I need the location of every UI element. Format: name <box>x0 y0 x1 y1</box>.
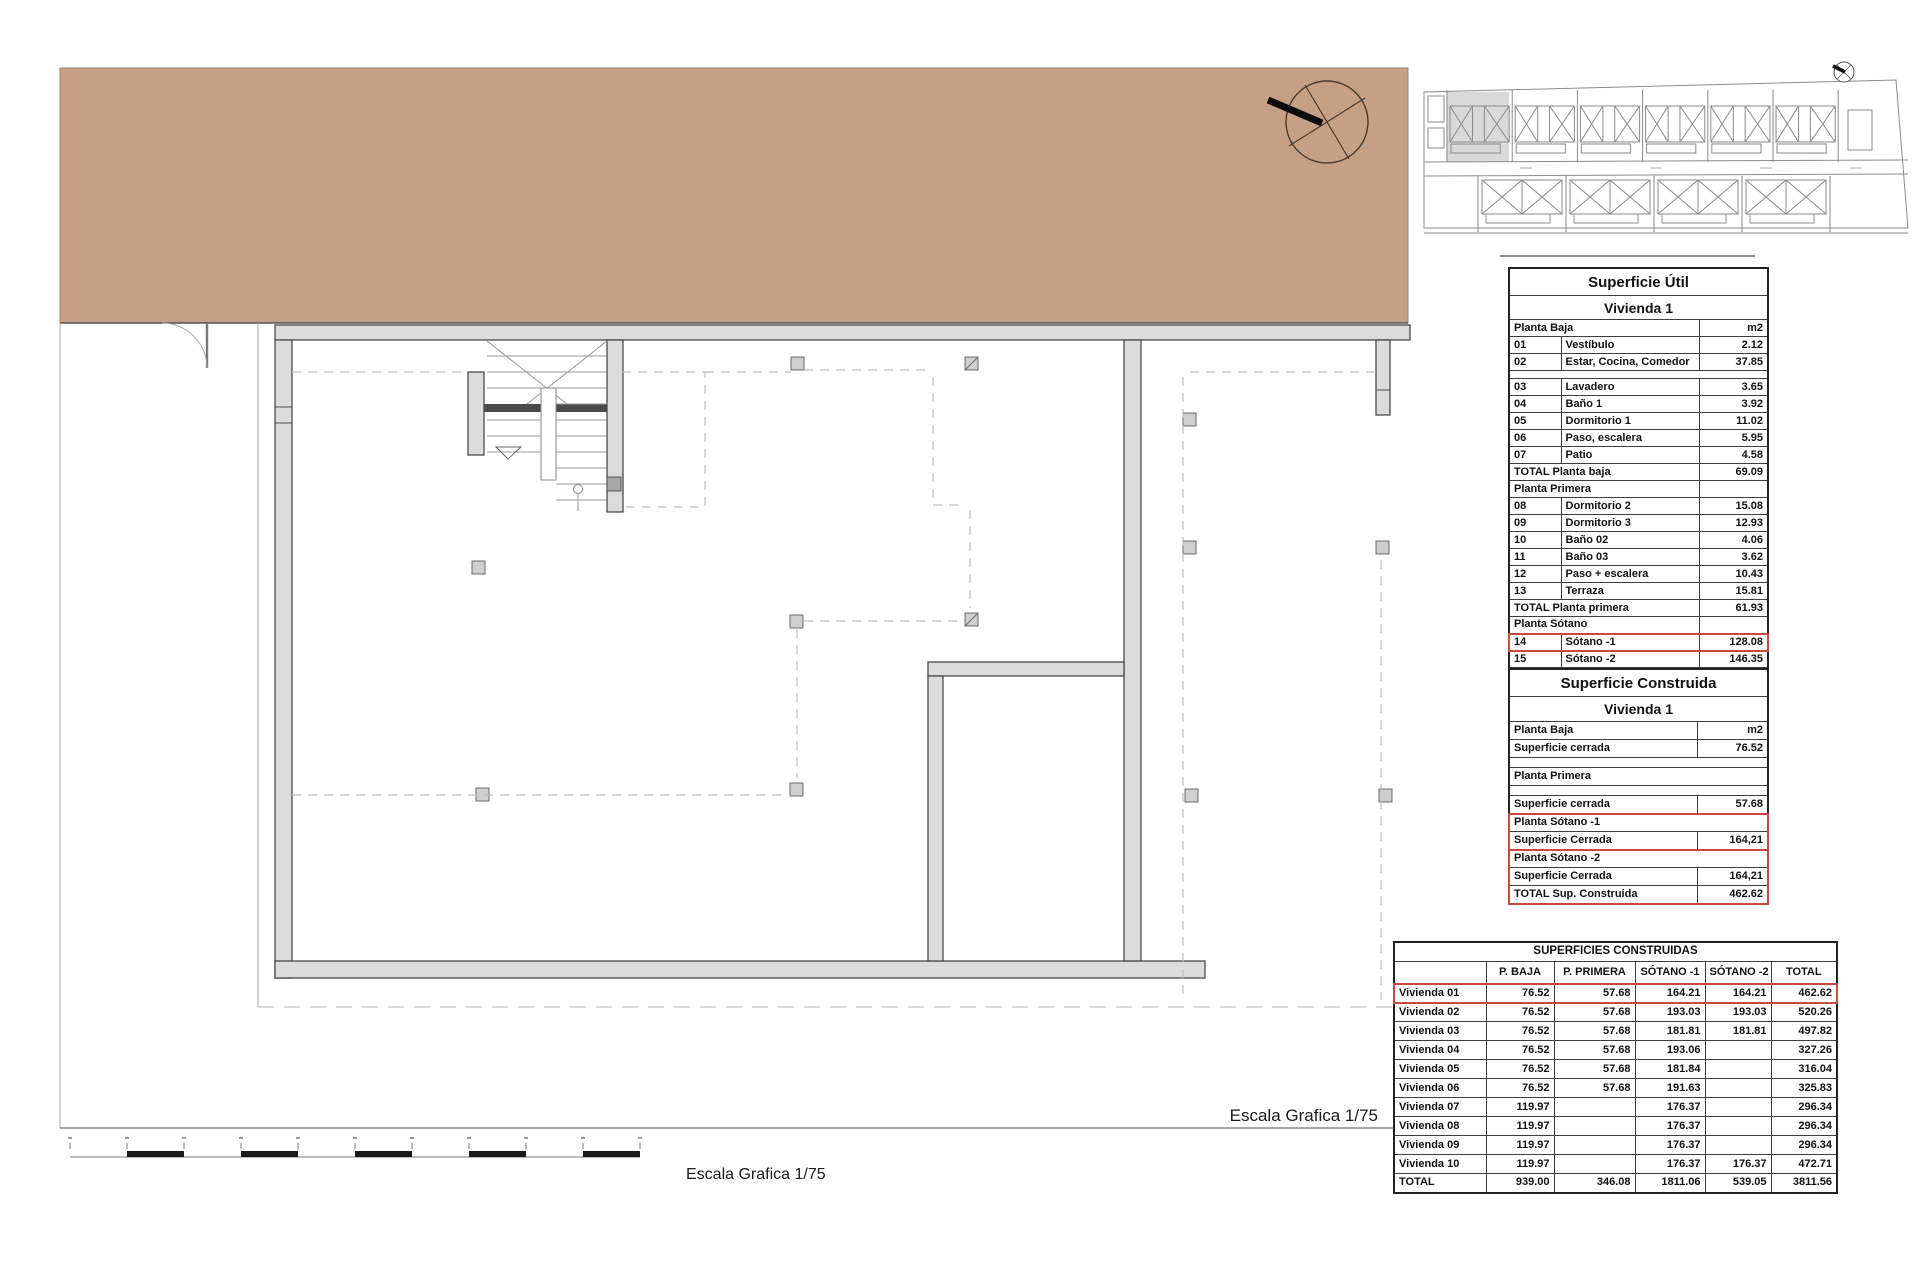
table-row: 11 Baño 03 3.62 <box>1509 549 1768 566</box>
table-row: 12 Paso + escalera 10.43 <box>1509 566 1768 583</box>
table-row: Planta Sótano -2 <box>1509 850 1768 868</box>
table-row: 02 Estar, Cocina, Comedor 37.85 <box>1509 354 1768 371</box>
table-subtitle: Vivienda 1 <box>1509 697 1768 722</box>
table-title: Superficie Útil <box>1509 268 1768 296</box>
upper-floor-projection <box>258 370 1408 1007</box>
site-plan <box>1424 62 1908 256</box>
table-row: Vivienda 10 119.97 176.37 176.37 472.71 <box>1394 1155 1837 1174</box>
table-row: 01 Vestíbulo 2.12 <box>1509 337 1768 354</box>
table-row: Planta Sótano <box>1509 617 1768 634</box>
table-row: TOTAL 939.00 346.08 1811.06 539.05 3811.56 <box>1394 1174 1837 1193</box>
table-row: TOTAL Planta primera 61.93 <box>1509 600 1768 617</box>
table-row: Vivienda 03 76.52 57.68 181.81 181.81 497.82 <box>1394 1022 1837 1041</box>
staircase <box>468 340 623 512</box>
table-row: 07 Patio 4.58 <box>1509 447 1768 464</box>
superficies-construidas-table <box>1393 941 1838 1194</box>
table-title: SUPERFICIES CONSTRUIDAS <box>1394 942 1837 961</box>
table-row: Vivienda 02 76.52 57.68 193.03 193.03 520.26 <box>1394 1003 1837 1022</box>
table-row: Superficie Cerrada 164,21 <box>1509 832 1768 850</box>
table-row: Vivienda 06 76.52 57.68 191.63 325.83 <box>1394 1079 1837 1098</box>
table-row: TOTAL Planta baja 69.09 <box>1509 464 1768 481</box>
table-row <box>1509 786 1768 796</box>
table-row: Superficie cerrada 76.52 <box>1509 740 1768 758</box>
table-row: Planta Primera <box>1509 768 1768 786</box>
scale-label-bottom: Escala Grafica 1/75 <box>686 1166 826 1183</box>
superficie-util-table <box>1508 267 1769 686</box>
stair-stringer <box>541 388 556 480</box>
table-row: Vivienda 05 76.52 57.68 181.84 316.04 <box>1394 1060 1837 1079</box>
table-row: Planta Baja m2 <box>1509 722 1768 740</box>
table-title: Superficie Construida <box>1509 669 1768 697</box>
table-row: 05 Dormitorio 1 11.02 <box>1509 413 1768 430</box>
table-row: Vivienda 01 76.52 57.68 164.21 164.21 462.62 <box>1394 984 1837 1003</box>
table-header-row: P. BAJA P. PRIMERA SÓTANO -1 SÓTANO -2 TOTAL <box>1394 961 1837 984</box>
table-row: Vivienda 09 119.97 176.37 296.34 <box>1394 1136 1837 1155</box>
site-compass-icon <box>1833 62 1854 82</box>
table-row: 13 Terraza 15.81 <box>1509 583 1768 600</box>
table-row: 06 Paso, escalera 5.95 <box>1509 430 1768 447</box>
table-row: Planta Baja m2 <box>1509 320 1768 337</box>
table-row: Planta Primera <box>1509 481 1768 498</box>
table-row: 04 Baño 1 3.92 <box>1509 396 1768 413</box>
ground-band <box>60 68 1408 323</box>
table-row: 03 Lavadero 3.65 <box>1509 379 1768 396</box>
table-row <box>1509 758 1768 768</box>
scale-label-plan: Escala Grafica 1/75 <box>1229 1106 1378 1125</box>
table-row: 14 Sótano -1 128.08 <box>1509 634 1768 651</box>
plan-walls <box>275 325 1410 978</box>
table-subtitle: Vivienda 1 <box>1509 296 1768 320</box>
table-row: Vivienda 08 119.97 176.37 296.34 <box>1394 1117 1837 1136</box>
table-row: Superficie Cerrada 164,21 <box>1509 868 1768 886</box>
superficie-construida-table <box>1508 668 1769 905</box>
table-row: Vivienda 07 119.97 176.37 296.34 <box>1394 1098 1837 1117</box>
entrance-door <box>162 323 207 368</box>
table-row: Vivienda 04 76.52 57.68 193.06 327.26 <box>1394 1041 1837 1060</box>
table-row: Planta Sótano -1 <box>1509 814 1768 832</box>
table-row: 08 Dormitorio 2 15.08 <box>1509 498 1768 515</box>
stair-direction-arrow <box>496 447 521 459</box>
site-highlighted-unit <box>1447 92 1509 162</box>
table-row: 09 Dormitorio 3 12.93 <box>1509 515 1768 532</box>
table-row: TOTAL Sup. Construida 462.62 <box>1509 886 1768 904</box>
scale-bar <box>68 1137 642 1157</box>
table-row: 10 Baño 02 4.06 <box>1509 532 1768 549</box>
table-row: 15 Sótano -2 146.35 <box>1509 651 1768 668</box>
table-row <box>1509 371 1768 379</box>
table-row: Superficie cerrada 57.68 <box>1509 796 1768 814</box>
